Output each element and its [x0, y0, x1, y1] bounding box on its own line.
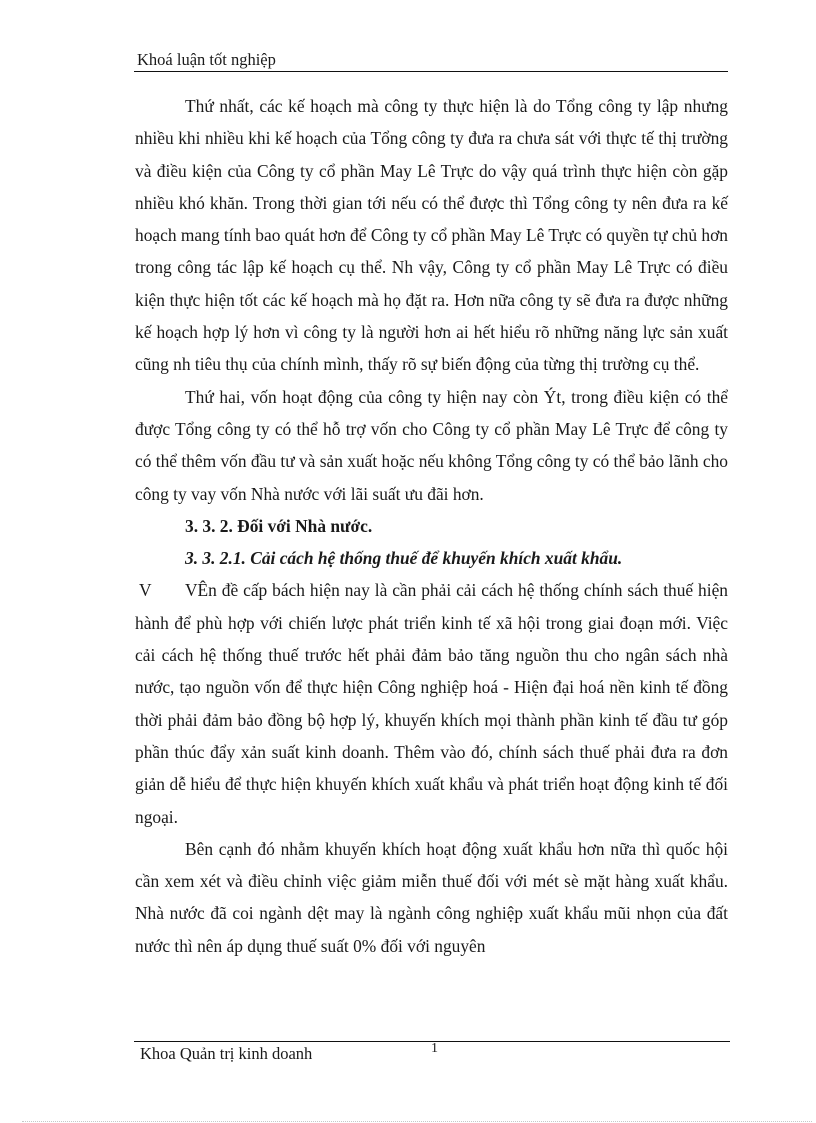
document-body — [135, 90, 728, 962]
footer-department: Khoa Quản trị kinh doanh — [140, 1044, 313, 1063]
header-divider — [134, 71, 728, 72]
paragraph-1: Thứ nhất, các kế hoạch mà công ty thực hiện là do Tổng công ty lập nhưng nhiều khi nhiều khi kế hoạch của Tổng công ty đưa ra chưa sát với thực tế thị trường và điều kiện của Công ty cổ phần May Lê Trực do vậy quá trình thực hiện còn gặp nhiều khó khăn. Trong thời gian tới nếu có thể được thì Tổng công ty nên đưa ra kế hoạch mang tính bao quát hơn để Công ty cổ phần May Lê Trực có quyền tự chủ hơn trong công tác lập kế hoạch cụ thể. Nh vậy, Công ty cổ phần May Lê Trực có điều kiện thực hiện tốt các kế hoạch mà họ đặt ra. Hơn nữa công ty sẽ đưa ra được những kế hoạch hợp lý hơn vì công ty là người hơn ai hết hiểu rõ những năng lực sản xuất cũng nh tiêu thụ của chính mình, thấy rõ sự biến động của từng thị trường cụ thể. — [135, 96, 728, 375]
subsection-heading: 3. 3. 2.1. Cải cách hệ thống thuế để khuyến khích xuất khẩu. — [185, 548, 623, 569]
page-number: 1 — [431, 1041, 438, 1056]
paragraph-2: Thứ hai, vốn hoạt động của công ty hiện nay còn Ýt, trong điều kiện có thể được Tổng công ty có thể hỗ trợ vốn cho Công ty cổ phần May Lê Trực để công ty có thể thêm vốn đầu tư và sản xuất hoặc nếu không Tổng công ty có thể bảo lãnh cho công ty vay vốn Nhà nước với lãi suất ưu đãi hơn. — [135, 386, 728, 504]
page-header-title: Khoá luận tốt nghiệp — [137, 50, 276, 69]
paragraph-4: Bên cạnh đó nhằm khuyến khích hoạt động xuất khẩu hơn nữa thì quốc hội cần xem xét và điều chỉnh việc giảm miễn thuế đối với mét sè mặt hàng xuất khẩu. Nhà nước đã coi ngành dệt may là ngành công nghiệp xuất khẩu mũi nhọn của đất nước thì nên áp dụng thuế suất 0% đối với nguyên — [135, 838, 728, 956]
paragraph-3-text: VÊn đề cấp bách hiện nay là cần phải cải cách hệ thống chính sách thuế hiện hành để phù hợp với chiến lược phát triển kinh tế xã hội trong giai đoạn mới. Việc cải cách hệ thống thuế trước hết phải đảm bảo tăng nguồn thu cho ngân sách nhà nước, tạo nguồn vốn để thực hiện Công nghiệp hoá - Hiện đại hoá nền kinh tế đồng thời phải đảm bảo đồng bộ hợp lý, khuyến khích mọi thành phần kinh tế đầu tư góp phần thúc đẩy xản suất kinh doanh. Thêm vào đó, chính sách thuế phải đưa ra đơn giản dễ hiểu để thực hiện khuyến khích xuất khẩu và phát triển hoạt động kinh tế đối ngoại. — [135, 580, 728, 827]
page-edge-divider — [22, 1121, 812, 1122]
section-heading: 3. 3. 2. Đối với Nhà nước. — [185, 515, 373, 536]
v-mark: V — [139, 580, 152, 601]
paragraph-3 — [135, 574, 728, 832]
